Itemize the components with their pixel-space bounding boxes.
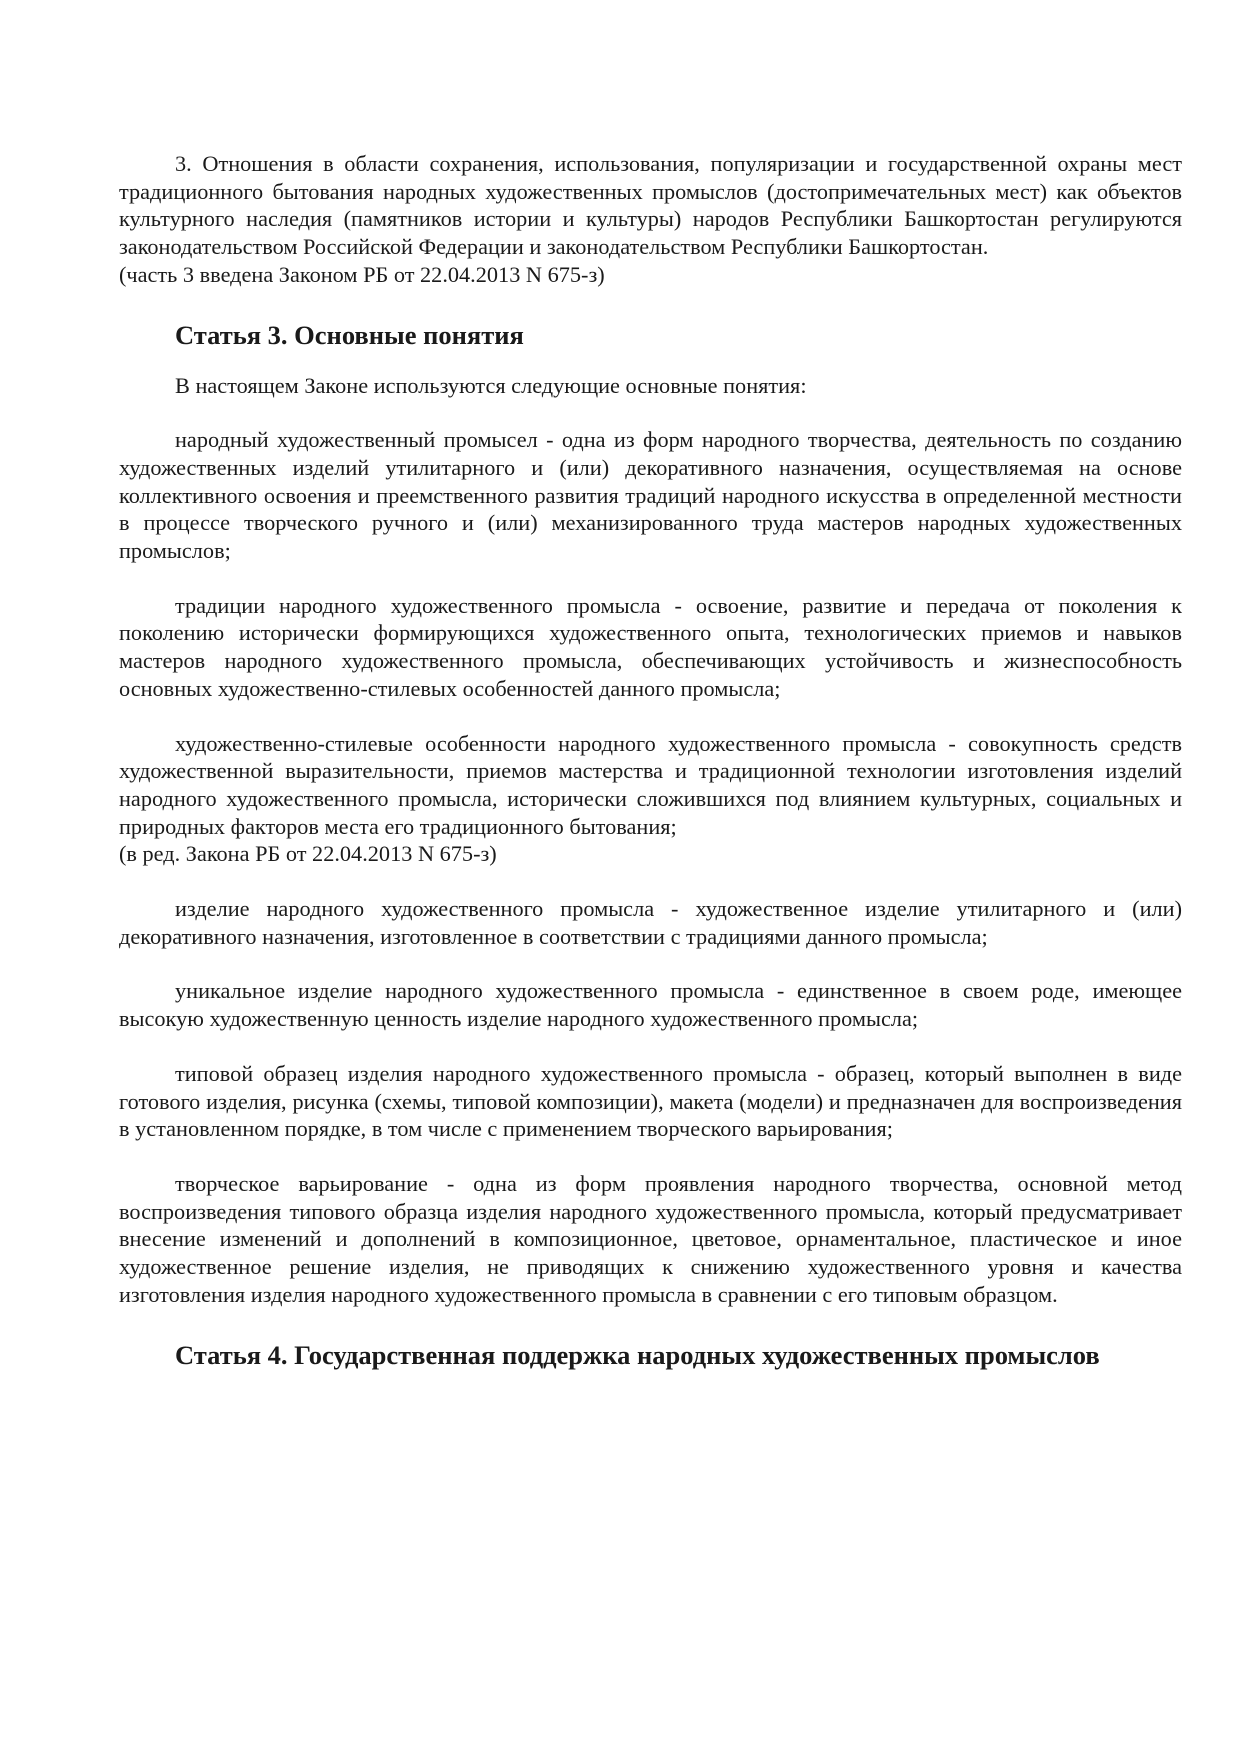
article-3-intro: В настоящем Законе используются следующие основные понятия: xyxy=(175,372,807,398)
part-3-amendment-note: (часть 3 введена Законом РБ от 22.04.2013 N 675-з) xyxy=(119,261,605,287)
definition-typical-sample: типовой образец изделия народного художественного промысла - образец, который выполнен в виде готового изделия, рисунка (схемы, типовой композиции), макета (модели) и предназначен для воспроизведения в установленном порядке, в том числе с применением творческого варьирования; xyxy=(119,1060,1182,1142)
spacer xyxy=(119,352,1182,372)
definition-craft-traditions: традиции народного художественного промысла - освоение, развитие и передача от поколения к поколению исторически формирующихся художественного опыта, технологических приемов и навыков мастеров народного художественного промысла, обеспечивающих устойчивость и жизнеспособность основных художественно-стилевых особенностей данного промысла; xyxy=(119,592,1182,701)
part-3-paragraph: 3. Отношения в области сохранения, использования, популяризации и государственной охраны мест традиционного бытования народных художественных промыслов (достопримечательных мест) как объектов культурного наследия (памятников истории и культуры) народов Республики Башкортостан регулируются законодательством Российской Федерации и законодательством Республики Башкортостан. xyxy=(119,151,1182,260)
article-4-heading: Статья 4. Государственная поддержка народных художественных промыслов xyxy=(175,1339,1100,1370)
spacer xyxy=(119,1309,1182,1339)
spacer xyxy=(119,289,1182,319)
spacer xyxy=(119,950,1182,977)
spacer xyxy=(119,565,1182,592)
spacer xyxy=(119,1143,1182,1170)
document-page xyxy=(119,150,1182,1372)
definition-unique-item: уникальное изделие народного художественного промысла - единственное в своем роде, имеющее высокую художественную ценность изделие народного художественного промысла; xyxy=(119,978,1182,1032)
definition-craft-item: изделие народного художественного промысла - художественное изделие утилитарного и (или) декоративного назначения, изготовленное в соответствии с традициями данного промысла; xyxy=(119,896,1182,949)
definition-creative-variation: творческое варьирование - одна из форм проявления народного творчества, основной метод воспроизведения типового образца изделия народного художественного промысла, который предусматривает внесение изменений и дополнений в композиционное, цветовое, орнаментальное, пластическое и иное художественное решение изделия, не приводящих к снижению художественного уровня и качества изготовления изделия народного художественного промысла в сравнении с его типовым образцом. xyxy=(119,1170,1182,1307)
definition-stylistic-features: художественно-стилевые особенности народного художественного промысла - совокупность средств художественной выразительности, приемов мастерства и традиционной технологии изготовления изделий народного художественного промысла, исторически сложившихся под влиянием культурных, социальных и природных факторов места его традиционного бытования; xyxy=(119,730,1182,839)
spacer xyxy=(119,1033,1182,1060)
definition-folk-craft: народный художественный промысел - одна из форм народного творчества, деятельность по созданию художественных изделий утилитарного и (или) декоративного назначения, осуществляемая на основе коллективного освоения и преемственного развития традиций народного искусства в определенной местности в процессе творческого ручного и (или) механизированного труда мастеров народных художественных промыслов; xyxy=(119,427,1182,564)
spacer xyxy=(119,868,1182,895)
definition-amendment-note: (в ред. Закона РБ от 22.04.2013 N 675-з) xyxy=(119,841,497,867)
spacer xyxy=(119,703,1182,730)
article-3-heading: Статья 3. Основные понятия xyxy=(175,319,524,350)
spacer xyxy=(119,399,1182,426)
